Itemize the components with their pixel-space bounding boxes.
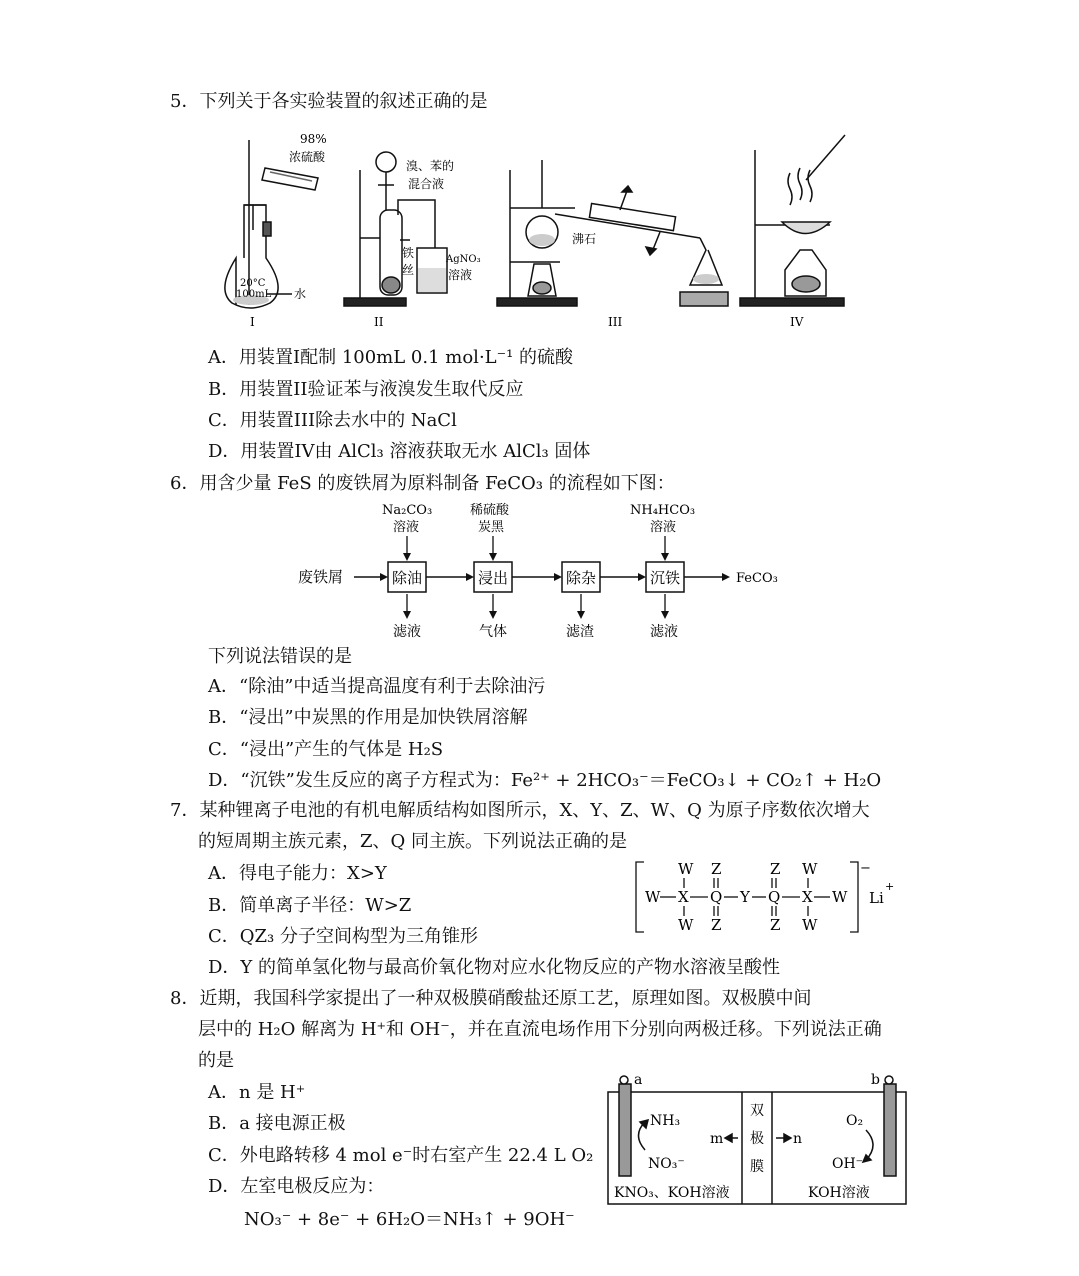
ii-label2: 混合液 — [408, 177, 445, 191]
flow-output-1: 滤液 — [393, 624, 421, 640]
ii-iron1: 铁 — [402, 246, 415, 260]
q8-option-a: A．n 是 H⁺ — [208, 1082, 306, 1103]
flow-chart — [298, 502, 778, 640]
q5-option-a: A．用装置I配制 100mL 0.1 mol·L⁻¹ 的硫酸 — [208, 347, 574, 368]
q6-option-d: D．“沉铁”发生反应的离子方程式为：Fe²⁺ + 2HCO₃⁻＝FeCO₃↓ + CO₂↑ + H₂O — [208, 770, 882, 791]
i-water: 水 — [294, 287, 307, 301]
flow-input-3: NH₄HCO₃ — [630, 503, 696, 518]
apparatus-iii — [497, 160, 728, 306]
q8-stem-line2: 层中的 H₂O 解离为 H⁺和 OH⁻，并在直流电场作用下分别向两极迁移。下列说法正确 — [198, 1019, 882, 1040]
q7-structure — [636, 860, 894, 934]
flow-start: 废铁屑 — [298, 568, 344, 586]
flow-input-3b: 溶液 — [650, 520, 677, 535]
atom-w-top1: W — [678, 860, 694, 878]
flow-output-2: 气体 — [479, 624, 507, 640]
q6-prompt: 下列说法错误的是 — [208, 646, 352, 667]
numeral-iv: IV — [790, 315, 804, 329]
cell-membrane-3: 膜 — [750, 1159, 764, 1175]
cell-m: m — [710, 1131, 724, 1147]
atom-y: Y — [740, 888, 750, 906]
atom-z-top2: Z — [770, 860, 781, 878]
numeral-iii: III — [608, 315, 623, 329]
q7-stem-line2: 的短周期主族元素，Z、Q 同主族。下列说法正确的是 — [198, 831, 627, 852]
q5-stem: 5．下列关于各实验装置的叙述正确的是 — [170, 91, 488, 112]
q5-option-c: C．用装置III除去水中的 NaCl — [208, 410, 457, 431]
q8-option-c: C．外电路转移 4 mol e⁻时右室产生 22.4 L O₂ — [208, 1145, 594, 1166]
q6-option-c: C．“浸出”产生的气体是 H₂S — [208, 739, 444, 760]
flow-end: FeCO₃ — [736, 571, 778, 586]
q7-option-a: A．得电子能力：X>Y — [208, 863, 387, 884]
q8-equation: NO₃⁻ + 8e⁻ + 6H₂O＝NH₃↑ + 9OH⁻ — [244, 1209, 575, 1230]
cell-right-solution: KOH溶液 — [808, 1185, 870, 1201]
i-label1: 98% — [300, 132, 327, 146]
iii-stone: 沸石 — [572, 232, 597, 246]
atom-w-bot2: W — [802, 916, 818, 934]
apparatus-ii — [344, 152, 447, 306]
i-flask2: 100mL — [236, 289, 272, 300]
q5-option-b: B．用装置II验证苯与液溴发生取代反应 — [208, 379, 524, 400]
cell-membrane-1: 双 — [750, 1103, 764, 1119]
atom-x-left: X — [678, 888, 689, 906]
ii-iron2: 丝 — [402, 263, 415, 277]
i-flask1: 20°C — [240, 278, 266, 289]
cell-left-solution: KNO₃、KOH溶液 — [614, 1185, 730, 1201]
atom-z-top1: Z — [711, 860, 722, 878]
flow-step-2: 浸出 — [478, 569, 509, 587]
q6-option-a: A．“除油”中适当提高温度有利于去除油污 — [208, 676, 546, 697]
i-label2: 浓硫酸 — [289, 150, 326, 164]
li-charge: + — [885, 880, 895, 893]
atom-w-left: W — [645, 888, 661, 906]
cell-oh: OH⁻ — [832, 1156, 864, 1172]
cell-nh3: NH₃ — [650, 1113, 681, 1129]
cell-a: a — [634, 1072, 643, 1088]
atom-z-bot2: Z — [770, 916, 781, 934]
q8-option-b: B．a 接电源正极 — [208, 1113, 346, 1134]
atom-q-left: Q — [710, 888, 723, 906]
flow-step-1: 除油 — [392, 569, 423, 587]
ii-label1: 溴、苯的 — [406, 159, 455, 173]
q6-stem: 6．用含少量 FeS 的废铁屑为原料制备 FeCO₃ 的流程如下图： — [170, 473, 675, 494]
atom-q-right: Q — [768, 888, 781, 906]
atom-z-bot1: Z — [711, 916, 722, 934]
flow-input-1: Na₂CO₃ — [382, 503, 433, 518]
cell-b: b — [871, 1072, 880, 1088]
anion-charge: − — [860, 861, 871, 876]
numeral-ii: II — [374, 315, 384, 329]
flow-step-4: 沉铁 — [650, 569, 681, 587]
cell-no3: NO₃⁻ — [648, 1156, 685, 1172]
q7-option-d: D．Y 的简单氢化物与最高价氧化物对应水化物反应的产物水溶液呈酸性 — [208, 957, 781, 978]
apparatus-iv — [740, 135, 845, 306]
numeral-i: I — [250, 315, 255, 329]
cell-o2: O₂ — [846, 1113, 864, 1129]
atom-w-top2: W — [802, 860, 818, 878]
q7-stem-line1: 7．某种锂离子电池的有机电解质结构如图所示，X、Y、Z、W、Q 为原子序数依次增大 — [170, 800, 870, 821]
q5-option-d: D．用装置IV由 AlCl₃ 溶液获取无水 AlCl₃ 固体 — [208, 441, 591, 462]
li-label: Li — [869, 889, 884, 907]
cell-n: n — [793, 1131, 803, 1147]
q6-option-b: B．“浸出”中炭黑的作用是加快铁屑溶解 — [208, 707, 528, 728]
flow-input-2b: 炭黑 — [478, 520, 505, 535]
q8-stem-line3: 的是 — [198, 1050, 234, 1071]
q7-option-c: C．QZ₃ 分子空间构型为三角锥形 — [208, 926, 478, 947]
ii-ag1: AgNO₃ — [446, 254, 481, 265]
q8-stem-line1: 8．近期，我国科学家提出了一种双极膜硝酸盐还原工艺，原理如图。双极膜中间 — [170, 988, 812, 1009]
q8-option-d: D．左室电极反应为： — [208, 1176, 385, 1197]
flow-output-4: 滤液 — [650, 624, 678, 640]
q7-option-b: B．简单离子半径：W>Z — [208, 895, 412, 916]
atom-x-right: X — [802, 888, 813, 906]
cell-membrane-2: 极 — [750, 1131, 764, 1147]
flow-input-2: 稀硫酸 — [470, 503, 510, 518]
atom-w-right: W — [832, 888, 848, 906]
ii-ag2: 溶液 — [448, 268, 473, 282]
flow-step-3: 除杂 — [566, 569, 597, 587]
apparatus-i — [225, 140, 318, 308]
atom-w-bot1: W — [678, 916, 694, 934]
flow-output-3: 滤渣 — [566, 624, 594, 640]
flow-input-1b: 溶液 — [393, 520, 420, 535]
